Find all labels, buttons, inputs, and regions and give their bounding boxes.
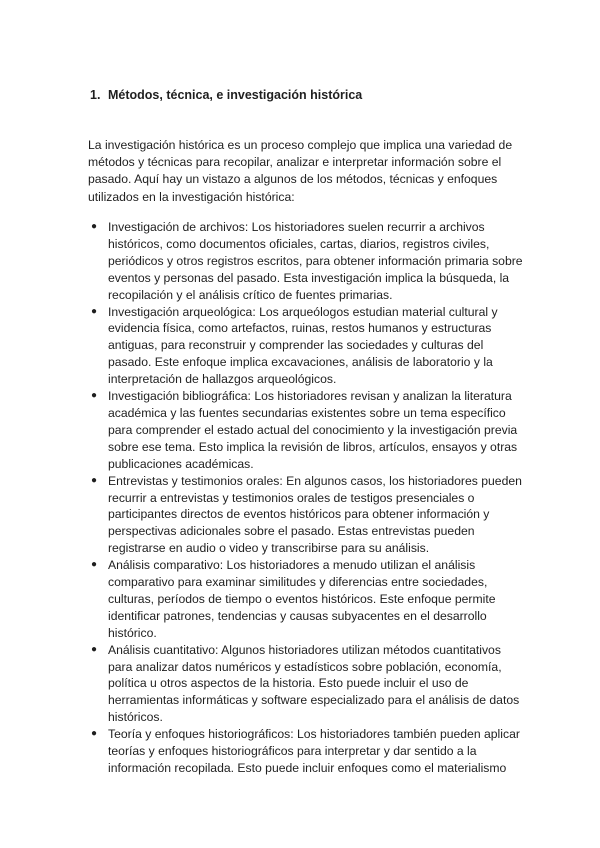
list-item xyxy=(88,304,528,389)
list-item xyxy=(88,557,528,642)
section-number: 1. xyxy=(90,88,101,102)
bullet-icon: ● xyxy=(91,728,98,740)
methods-list xyxy=(88,219,528,777)
section-heading xyxy=(90,86,362,104)
list-item xyxy=(88,388,528,473)
bullet-icon: ● xyxy=(91,305,98,317)
list-item-text: Análisis cuantitativo: Algunos historiadores utilizan métodos cuantitativos para analizar datos numéricos y estadísticos sobre población, economía, política u otros aspectos de la historia. Esto puede incluir el uso de herramientas informáticas y software especializado para el análisis de datos históricos. xyxy=(108,642,520,725)
bullet-icon: ● xyxy=(91,390,98,402)
bullet-icon: ● xyxy=(91,221,98,232)
list-item xyxy=(88,473,528,558)
list-item xyxy=(88,726,528,777)
list-item-text: Investigación bibliográfica: Los historiadores revisan y analizan la literatura académica y las fuentes secundarias existentes sobre un tema específico para comprender el estado actual del conocimiento y la investigación previa sobre ese tema. Esto implica la revisión de libros, artículos, ensayos y otras publicaciones académicas. xyxy=(108,389,518,471)
list-item xyxy=(88,219,528,304)
list-item-text: Investigación de archivos: Los historiadores suelen recurrir a archivos históricos, como documentos oficiales, cartas, diarios, registros civiles, periódicos y otros registros escritos, para obtener información primaria sobre eventos y personas del pasado. Esta investigación implica la búsqueda, la recopilación y el análisis crítico de fuentes primarias. xyxy=(108,220,523,302)
list-item-text: Entrevistas y testimonios orales: En algunos casos, los historiadores pueden recurrir a entrevistas y testimonios orales de testigos presenciales o participantes directos de eventos históricos para obtener información y perspectivas adicionales sobre el pasado. Estas entrevistas pueden registrarse en audio o video y transcribirse para su análisis. xyxy=(108,473,522,556)
list-item xyxy=(88,642,528,727)
bullet-icon: ● xyxy=(91,643,98,655)
list-item-text: Investigación arqueológica: Los arqueólogos estudian material cultural y evidencia física, como artefactos, ruinas, restos humanos y estructuras antiguas, para reconstruir y comprender las sociedades y culturas del pasado. Este enfoque implica excavaciones, análisis de laboratorio y la interpretación de hallazgos arqueológicos. xyxy=(108,304,498,387)
bullet-icon: ● xyxy=(91,474,98,486)
list-item-text: Análisis comparativo: Los historiadores a menudo utilizan el análisis comparativo para examinar similitudes y diferencias entre sociedades, culturas, períodos de tiempo o eventos históricos. Este enfoque permite identificar patrones, tendencias y causas subyacentes en el desarrollo histórico. xyxy=(108,558,496,640)
intro-paragraph: La investigación histórica es un proceso complejo que implica una variedad de métodos y técnicas para recopilar, analizar e interpretar información sobre el pasado. Aquí hay un vistazo a algunos de los métodos, técnicas y enfoques utilizados en la investigación histórica: xyxy=(88,138,513,204)
bullet-icon: ● xyxy=(91,559,98,571)
section-title: Métodos, técnica, e investigación histórica xyxy=(108,88,363,102)
list-item-text: Teoría y enfoques historiográficos: Los historiadores también pueden aplicar teorías y enfoques historiográficos para interpretar y dar sentido a la información recopilada. Esto puede incluir enfoques como el materialismo xyxy=(108,727,520,775)
